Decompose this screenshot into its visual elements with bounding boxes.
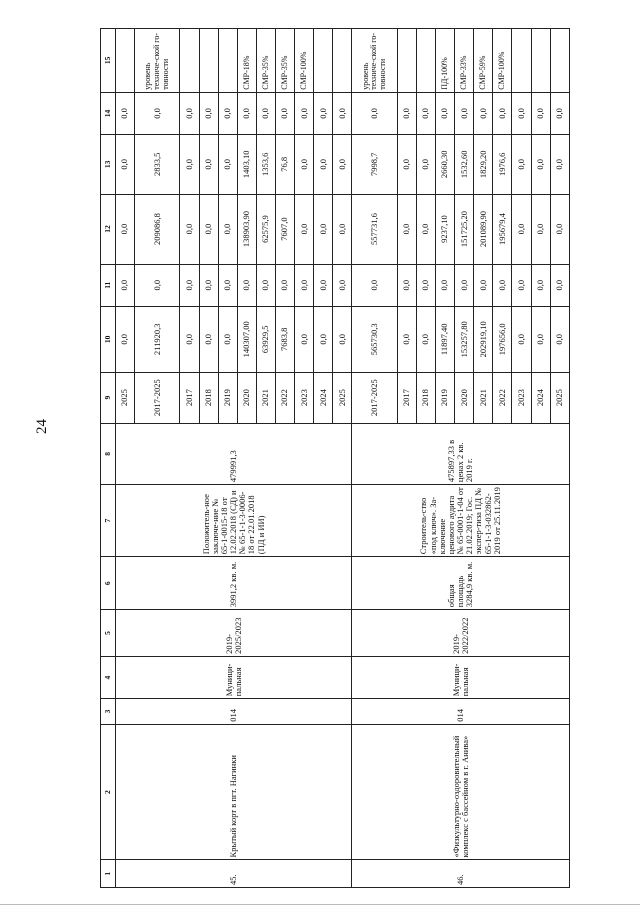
amount-cell: 0,0 [512,92,531,134]
amount-cell: 0,0 [397,306,416,372]
amount-cell: 0,0 [180,92,199,134]
amount-cell: 0,0 [474,92,493,134]
amount-cell: 0,0 [116,92,135,134]
readiness-note: уровень техниче-ской го-товности [135,29,180,93]
readiness-note [116,29,135,93]
header-cell: 6 [101,557,116,610]
amount-cell: 565730,3 [352,306,397,372]
header-cell: 13 [101,135,116,194]
header-cell: 3 [101,699,116,724]
readiness-note [550,29,569,93]
readiness-note: СМР-100% [295,29,314,93]
amount-cell: 0,0 [295,92,314,134]
year-cell: 2021 [256,372,275,423]
amount-cell: 0,0 [436,264,455,306]
construction-period: 2019-2022/2022 [352,610,570,657]
amount-cell: 0,0 [295,194,314,264]
estimated-cost: 479991,3 [116,423,352,485]
year-cell: 2020 [455,372,474,423]
amount-cell: 0,0 [416,264,435,306]
object-name: Крытый корт в пгт. Нагинки [116,724,352,860]
amount-cell: 0,0 [199,264,218,306]
amount-cell: 0,0 [237,264,256,306]
amount-cell: 0,0 [512,264,531,306]
amount-cell: 0,0 [531,306,550,372]
amount-cell: 0,0 [512,194,531,264]
investment-table [100,28,570,888]
year-cell: 2024 [531,372,550,423]
header-cell: 9 [101,372,116,423]
amount-cell: 197656,0 [493,306,512,372]
readiness-note [314,29,333,93]
rotated-table-area [100,28,570,888]
capacity: 3991,2 кв. м. [116,557,352,610]
year-cell: 2017 [397,372,416,423]
amount-cell: 0,0 [493,264,512,306]
amount-cell: 0,0 [455,264,474,306]
amount-cell: 0,0 [397,194,416,264]
amount-cell: 0,0 [512,135,531,194]
year-cell: 2019 [218,372,237,423]
amount-cell: 0,0 [531,264,550,306]
ownership-type: Муници-пальная [116,656,352,698]
year-cell: 2024 [314,372,333,423]
amount-cell: 0,0 [180,194,199,264]
header-cell: 10 [101,306,116,372]
amount-cell: 0,0 [314,306,333,372]
readiness-note: ПД-100% [436,29,455,93]
amount-cell: 151725,20 [455,194,474,264]
amount-cell: 0,0 [314,194,333,264]
amount-cell: 140307,00 [237,306,256,372]
amount-cell: 1403,10 [237,135,256,194]
amount-cell: 9237,10 [436,194,455,264]
amount-cell: 0,0 [333,306,352,372]
amount-cell: 0,0 [397,264,416,306]
amount-cell: 0,0 [474,264,493,306]
year-cell: 2019 [436,372,455,423]
amount-cell: 0,0 [218,92,237,134]
amount-cell: 0,0 [550,306,569,372]
amount-cell: 0,0 [276,92,295,134]
amount-cell: 1532,60 [455,135,474,194]
readiness-note [333,29,352,93]
amount-cell: 0,0 [333,135,352,194]
amount-cell: 0,0 [531,194,550,264]
amount-cell: 7998,7 [352,135,397,194]
amount-cell: 7683,8 [276,306,295,372]
year-cell: 2023 [512,372,531,423]
year-cell: 2018 [416,372,435,423]
year-cell: 2017-2025 [135,372,180,423]
header-cell: 14 [101,92,116,134]
amount-cell: 0,0 [237,92,256,134]
year-cell: 2022 [493,372,512,423]
table-row [352,29,397,888]
ownership-type: Муници-пальная [352,656,570,698]
year-cell: 2017 [180,372,199,423]
amount-cell: 0,0 [276,264,295,306]
page-number: 24 [34,419,50,434]
header-row [101,29,116,888]
amount-cell: 0,0 [397,92,416,134]
page-bottom-edge [0,904,640,905]
amount-cell: 0,0 [218,306,237,372]
amount-cell: 0,0 [218,264,237,306]
amount-cell: 0,0 [256,92,275,134]
amount-cell: 62575,9 [256,194,275,264]
readiness-note [199,29,218,93]
amount-cell: 209086,8 [135,194,180,264]
amount-cell: 0,0 [550,194,569,264]
ministry-code: 014 [352,699,570,724]
year-cell: 2020 [237,372,256,423]
object-name: «Физкультурно-оздоровительный комплекс с бассейном в г. Анива» [352,724,570,860]
amount-cell: 0,0 [116,306,135,372]
readiness-note [180,29,199,93]
amount-cell: 0,0 [550,92,569,134]
amount-cell: 0,0 [333,92,352,134]
amount-cell: 76,8 [276,135,295,194]
year-cell: 2025 [333,372,352,423]
table-row [116,29,135,888]
readiness-note: СМР-59% [474,29,493,93]
readiness-note [397,29,416,93]
amount-cell: 0,0 [295,306,314,372]
readiness-note: СМР-35% [276,29,295,93]
readiness-note: СМР-100% [493,29,512,93]
header-cell: 1 [101,860,116,888]
header-cell: 8 [101,423,116,485]
amount-cell: 0,0 [397,135,416,194]
amount-cell: 0,0 [199,306,218,372]
header-cell: 5 [101,610,116,657]
readiness-note [218,29,237,93]
amount-cell: 0,0 [352,92,397,134]
amount-cell: 11897,40 [436,306,455,372]
header-cell: 12 [101,194,116,264]
amount-cell: 0,0 [314,264,333,306]
table-body [116,29,570,888]
amount-cell: 0,0 [218,194,237,264]
project-documents: Строитель-ство «под ключ». За-ключение ценового аудита № 65-0001-1-04 от 21.02.2019; Гос. экспер-тиза ПД № 65-1-1-3-032862-2019 от 25.11.2019 [352,485,570,557]
amount-cell: 0,0 [493,92,512,134]
amount-cell: 195679,4 [493,194,512,264]
amount-cell: 0,0 [352,264,397,306]
readiness-note: СМР-35% [256,29,275,93]
amount-cell: 2833,5 [135,135,180,194]
amount-cell: 0,0 [256,264,275,306]
project-documents: Положитель-ное заключе-ние № 65-1-0015-18 от 12.02.2018 (СД) и № 65-1-1-3-0006-18 от 22.01.2018 (ПД и ИИ) [116,485,352,557]
amount-cell: 0,0 [531,135,550,194]
readiness-note: СМР-18% [237,29,256,93]
readiness-note [416,29,435,93]
amount-cell: 0,0 [455,92,474,134]
row-number: 45. [116,860,352,888]
amount-cell: 0,0 [295,135,314,194]
amount-cell: 557731,6 [352,194,397,264]
header-cell: 4 [101,656,116,698]
amount-cell: 0,0 [416,306,435,372]
amount-cell: 0,0 [116,194,135,264]
readiness-note [512,29,531,93]
amount-cell: 201089,90 [474,194,493,264]
header-cell: 11 [101,264,116,306]
amount-cell: 1829,20 [474,135,493,194]
year-cell: 2021 [474,372,493,423]
amount-cell: 0,0 [135,92,180,134]
amount-cell: 0,0 [199,135,218,194]
amount-cell: 2660,30 [436,135,455,194]
header-cell: 7 [101,485,116,557]
amount-cell: 0,0 [116,264,135,306]
year-cell: 2018 [199,372,218,423]
amount-cell: 0,0 [512,306,531,372]
amount-cell: 0,0 [218,135,237,194]
amount-cell: 63929,5 [256,306,275,372]
amount-cell: 0,0 [416,194,435,264]
ministry-code: 014 [116,699,352,724]
header-cell: 15 [101,29,116,93]
amount-cell: 202919,10 [474,306,493,372]
amount-cell: 0,0 [180,135,199,194]
estimated-cost: 475897,33 в ценах 2 кв. 2019 г. [352,423,570,485]
header-cell: 2 [101,724,116,860]
construction-period: 2019-2025/2023 [116,610,352,657]
amount-cell: 1976,6 [493,135,512,194]
capacity: общая площадь 3284,9 кв. м. [352,557,570,610]
amount-cell: 0,0 [180,306,199,372]
amount-cell: 153257,80 [455,306,474,372]
amount-cell: 0,0 [333,194,352,264]
year-cell: 2025 [116,372,135,423]
year-cell: 2017-2025 [352,372,397,423]
amount-cell: 0,0 [531,92,550,134]
amount-cell: 0,0 [314,135,333,194]
amount-cell: 211920,3 [135,306,180,372]
amount-cell: 0,0 [416,92,435,134]
year-cell: 2022 [276,372,295,423]
amount-cell: 0,0 [550,135,569,194]
amount-cell: 0,0 [135,264,180,306]
amount-cell: 7607,0 [276,194,295,264]
amount-cell: 0,0 [199,194,218,264]
amount-cell: 0,0 [314,92,333,134]
amount-cell: 0,0 [180,264,199,306]
amount-cell: 0,0 [333,264,352,306]
amount-cell: 0,0 [295,264,314,306]
row-number: 46. [352,860,570,888]
readiness-note [531,29,550,93]
year-cell: 2025 [550,372,569,423]
readiness-note: уровень техниче-ской го-товности [352,29,397,93]
amount-cell: 0,0 [416,135,435,194]
amount-cell: 0,0 [199,92,218,134]
readiness-note: СМР-33% [455,29,474,93]
amount-cell: 1353,6 [256,135,275,194]
amount-cell: 0,0 [550,264,569,306]
amount-cell: 0,0 [436,92,455,134]
amount-cell: 0,0 [116,135,135,194]
year-cell: 2023 [295,372,314,423]
amount-cell: 138903,90 [237,194,256,264]
